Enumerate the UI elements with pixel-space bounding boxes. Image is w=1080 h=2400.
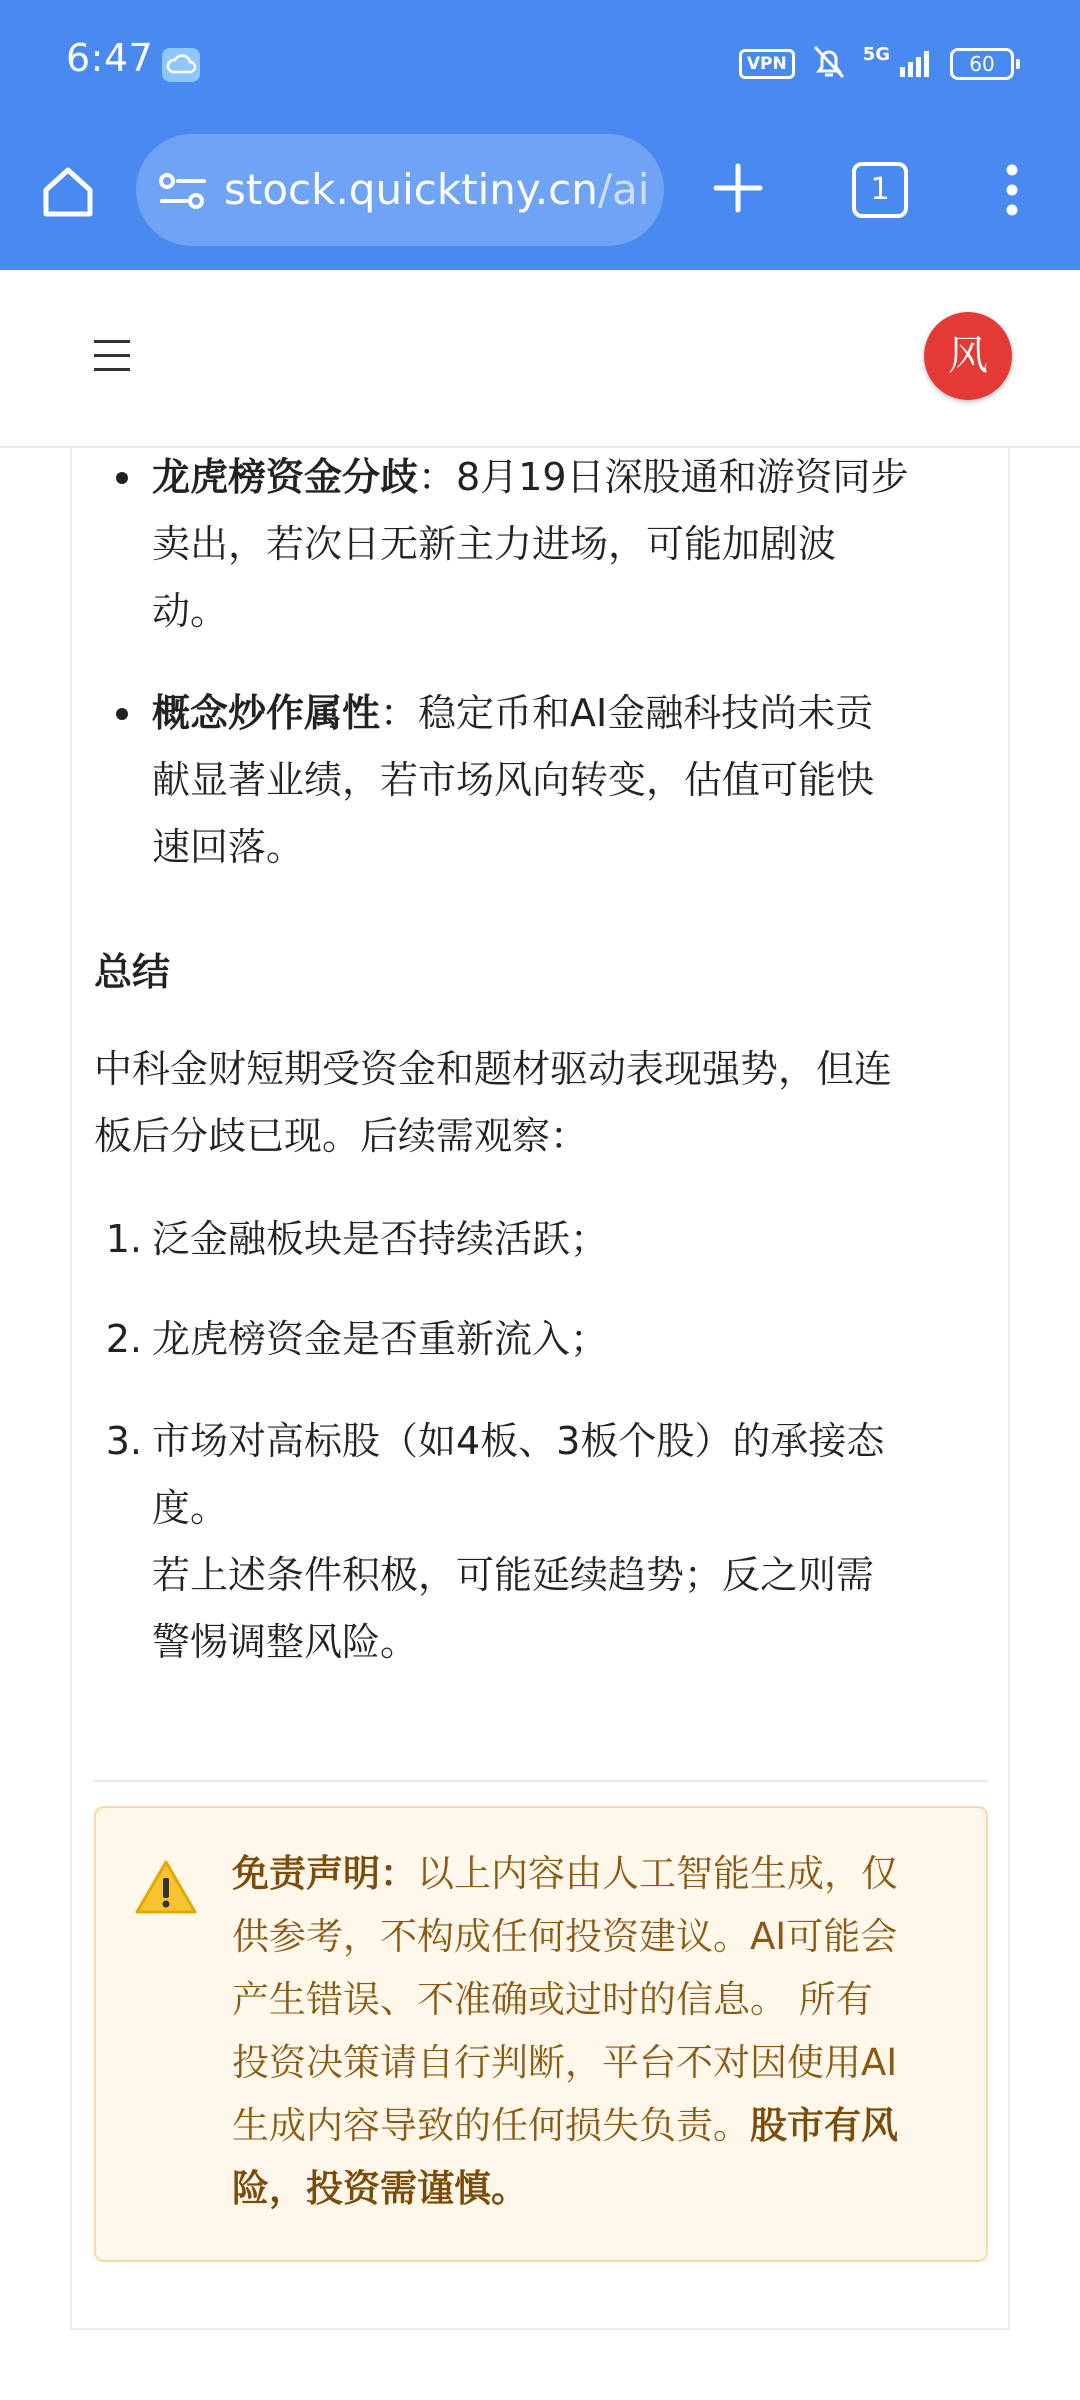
divider (94, 1780, 988, 1782)
url-host: stock.quicktiny.cn (224, 165, 598, 214)
numbered-item: 泛金融板块是否持续活跃； (152, 1217, 609, 1261)
disclaimer-text: 免责声明：以上内容由人工智能生成，仅 供参考，不构成任何投资建议。AI可能会 产生错误、不准确或过时的信息。 所有 投资决策请自行判断，平台不对因使用AI 生成内容导致的任何损失负责。股市有风 险，投资需谨慎。 (232, 1842, 952, 2220)
section-title: 总结 (94, 950, 171, 994)
list-item (152, 680, 874, 881)
list-item-line: 卖出，若次日无新主力进场，可能加剧波 (152, 522, 837, 566)
disclaimer-box (94, 1806, 988, 2262)
network-label: 5G (862, 43, 890, 65)
vpn-badge: VPN (739, 49, 795, 79)
list-item-line: 概念炒作属性：稳定币和AI金融科技尚未贡 (152, 691, 874, 735)
list-item-line: 速回落。 (152, 825, 305, 869)
cloud-icon (162, 48, 200, 82)
list-item-title: 龙虎榜资金分歧 (152, 455, 419, 499)
disclaimer-label: 免责声明： (232, 1852, 417, 1895)
list-item (152, 444, 909, 645)
new-tab-button[interactable] (710, 160, 766, 216)
list-number: 2. (105, 1317, 142, 1361)
risk-warning-continued: 险，投资需谨慎。 (232, 2167, 528, 2210)
list-item-title: 概念炒作属性 (152, 691, 381, 735)
more-vert-icon (988, 158, 1036, 222)
url-text[interactable] (224, 134, 649, 246)
url-bar[interactable] (136, 134, 664, 246)
bullet-marker (116, 472, 128, 484)
browser-toolbar (0, 128, 1080, 270)
list-number: 1. (105, 1217, 142, 1261)
summary-paragraph: 中科金财短期受资金和题材驱动表现强势，但连 板后分歧已现。后续需观察： (94, 1047, 893, 1158)
risk-warning: 股市有风 (750, 2104, 898, 2147)
battery-indicator: 60 (950, 48, 1014, 80)
list-item-line: 动。 (152, 589, 229, 633)
user-avatar[interactable]: 风 (924, 312, 1012, 400)
bell-off-icon (811, 43, 847, 85)
tab-switcher-button[interactable]: 1 (852, 162, 908, 218)
home-icon (36, 160, 100, 224)
plus-icon (710, 160, 766, 216)
list-item-line: 龙虎榜资金分歧：8月19日深股通和游资同步 (152, 455, 909, 499)
bullet-marker (116, 708, 128, 720)
numbered-item: 龙虎榜资金是否重新流入； (152, 1317, 609, 1361)
browser-chrome (0, 0, 1080, 270)
warning-icon (134, 1858, 198, 1916)
status-time: 6:47 (66, 36, 154, 80)
list-number: 3. (105, 1419, 142, 1463)
hamburger-menu-icon[interactable] (94, 340, 130, 372)
list-item-line: 献显著业绩，若市场风向转变，估值可能快 (152, 758, 875, 802)
home-button[interactable] (36, 160, 100, 224)
status-icons (739, 44, 1014, 84)
signal-icon (900, 47, 934, 81)
url-path: /ai (597, 165, 650, 214)
site-settings-icon[interactable] (158, 172, 208, 210)
status-bar (0, 0, 1080, 128)
site-header (0, 270, 1080, 448)
overflow-menu-button[interactable] (988, 158, 1036, 222)
numbered-item: 市场对高标股（如4板、3板个股）的承接态 度。 若上述条件积极，可能延续趋势；反之则需 警惕调整风险。 (152, 1419, 885, 1664)
